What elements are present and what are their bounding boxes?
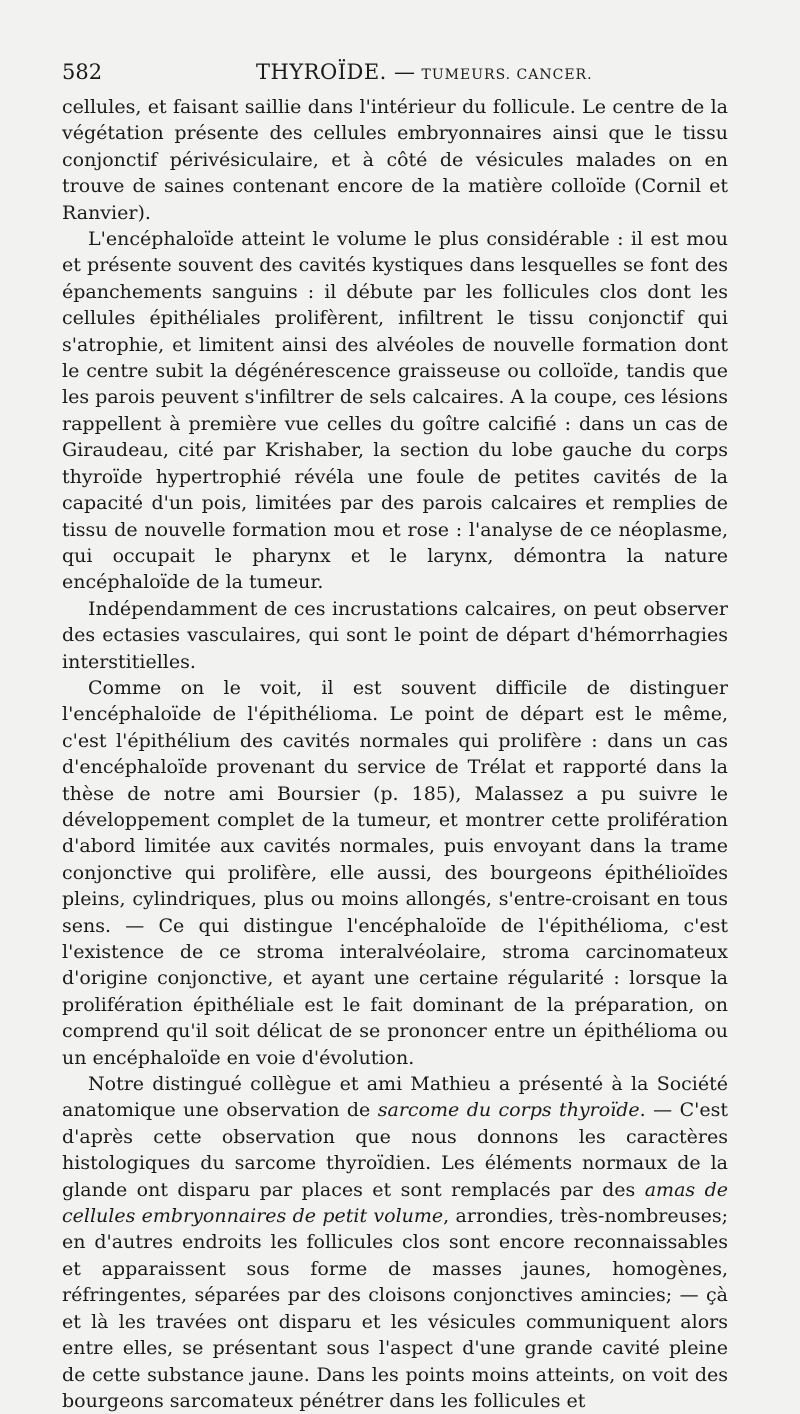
paragraph-3: Indépendamment de ces incrustations calcaires, on peut observer des ectasies vasculaires, qui sont le point de départ d'hémorrhagies interstitielles.: [62, 597, 728, 673]
paragraph-5-italic-1: sarcome du corps thyroïde: [377, 1099, 640, 1122]
paragraph-5: [62, 1071, 728, 1414]
paragraph-4: Comme on le voit, il est souvent difficile de distinguer l'encéphaloïde de l'épithélioma. Le point de départ est le même, c'est l'épithélium des cavités normales qui prolifère : dans un cas d'encéphaloïde provenant du service de Trélat et rapporté dans la thèse de notre ami Boursier (p. 185), Malassez a pu suivre le développement complet de la tumeur, et montrer cette prolifération d'abord limitée aux cavités normales, puis envoyant dans la trame conjonctive qui prolifère, elle aussi, des bourgeons épithélioïdes pleins, cylindriques, plus ou moins allongés, s'entre-croisant en tous sens. — Ce qui distingue l'encéphaloïde de l'épithélioma, c'est l'existence de ce stroma interalvéolaire, stroma carcinomateux d'origine conjonctive, et ayant une certaine régularité : lorsque la prolifération épithéliale est le fait dominant de la préparation, on comprend qu'il soit délicat de se prononcer entre un épithélioma ou un encéphaloïde en voie d'évolution.: [62, 676, 728, 1069]
page-number: 582: [62, 60, 103, 84]
running-subtitle: TUMEURS. CANCER.: [421, 67, 593, 83]
paragraph-5-italic-2: amas de cellules embryonnaires de petit volume: [62, 1178, 729, 1228]
paragraph-2: L'encéphaloïde atteint le volume le plus considérable : il est mou et présente souvent des cavités kystiques dans lesquelles se font des épanchements sanguins : il débute par les follicules clos dont les cellules épithéliales prolifèrent, infiltrent le tissu conjonctif qui s'atrophie, et limitent ainsi des alvéoles de nouvelle formation dont le centre subit la dégénérescence graisseuse ou colloïde, tandis que les parois peuvent s'infiltrer de sels calcaires. A la coupe, ces lésions rappellent à première vue celles du goître calcifié : dans un cas de Giraudeau, cité par Krishaber, la section du lobe gauche du corps thyroïde hypertrophié révéla une foule de petites cavités de la capacité d'un pois, limitées par des parois calcaires et remplies de tissu de nouvelle formation mou et rose : l'analyse de ce néoplasme, qui occupait le pharynx et le larynx, démontra la nature encéphaloïde de la tumeur.: [62, 228, 728, 594]
paragraph-5-text-b: . — C'est d'après cette observation que nous donnons les caractères histologiques du sarcome thyroïdien. Les éléments normaux de la glande ont disparu par places et sont remplacés par des: [62, 1099, 728, 1201]
paragraph-5-text-c: , arrondies, très-nombreuses; en d'autres endroits les follicules clos sont encore reconnaissables et apparaissent sous forme de masses jaunes, homogènes, réfringentes, séparées par des cloisons conjonctives amincies; — çà et là les travées ont disparu et les vésicules communiquent alors entre elles, se présentant sous l'aspect d'une grande cavité pleine de cette substance jaune. Dans les points moins atteints, on voit des bourgeons sarcomateux pénétrer dans les follicules et: [62, 1205, 728, 1412]
body-text: [62, 94, 728, 1414]
running-title: THYROÏDE. —: [256, 60, 416, 84]
running-head: [62, 60, 728, 94]
paragraph-5-text-a: Notre distingué collègue et ami Mathieu a présenté à la Société anatomique une observation de: [62, 1073, 728, 1122]
paragraph-1: cellules, et faisant saillie dans l'intérieur du follicule. Le centre de la végétation présente des cellules embryonnaires ainsi que le tissu conjonctif périvésiculaire, et à côté de vésicules malades on en trouve de saines contenant encore de la matière colloïde (Cornil et Ranvier).: [62, 96, 728, 224]
